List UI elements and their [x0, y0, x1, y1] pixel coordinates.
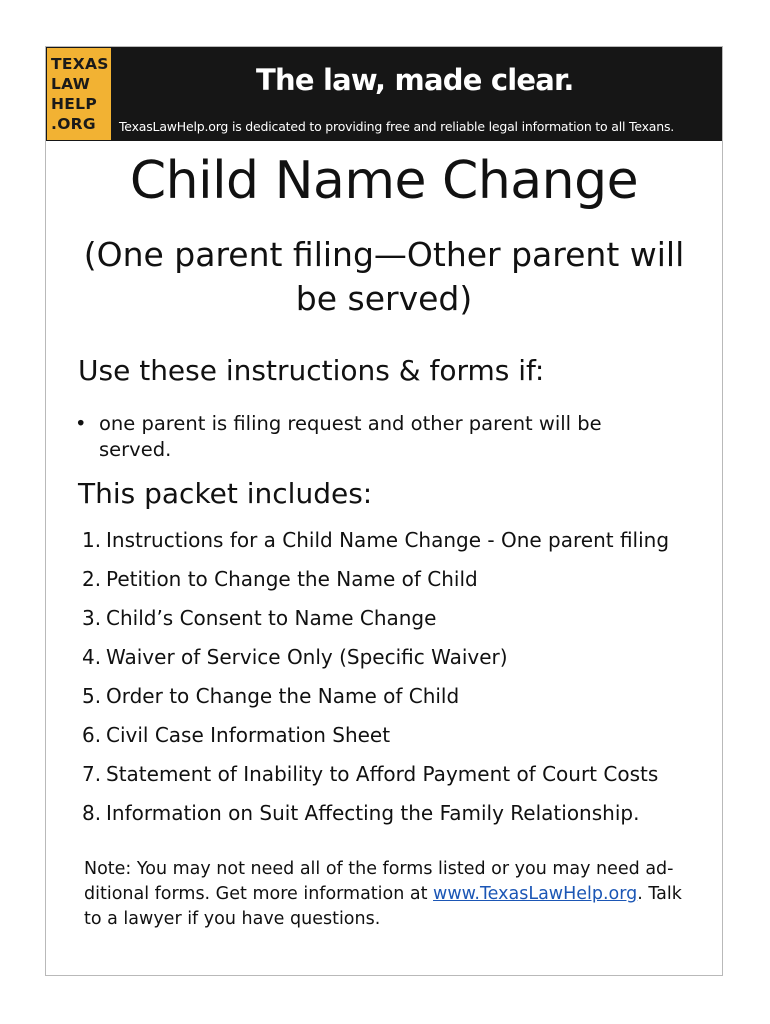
- item-text: Statement of Inability to Afford Payment of Court Costs: [106, 762, 659, 786]
- logo-line: LAW: [51, 75, 91, 93]
- packet-item: [82, 644, 669, 683]
- item-number: 6.: [82, 723, 102, 747]
- use-heading: Use these instructions & forms if:: [78, 354, 545, 387]
- banner-subline: TexasLawHelp.org is dedicated to providing free and reliable legal information to all Texans.: [119, 119, 675, 134]
- conditions-list: [72, 411, 652, 463]
- packet-heading: This packet includes:: [78, 477, 373, 510]
- packet-list: [82, 527, 669, 839]
- item-number: 4.: [82, 645, 102, 669]
- packet-item: [82, 683, 669, 722]
- packet-item: [82, 761, 669, 800]
- item-text: Waiver of Service Only (Specific Waiver): [106, 645, 508, 669]
- item-number: 3.: [82, 606, 102, 630]
- item-text: Information on Suit Affecting the Family Relationship.: [106, 801, 640, 825]
- item-number: 2.: [82, 567, 102, 591]
- note-paragraph: [84, 857, 694, 932]
- banner-tagline: The law, made clear.: [256, 63, 574, 97]
- texaslawhelp-logo[interactable]: [47, 48, 111, 140]
- packet-item: [82, 566, 669, 605]
- item-text: Order to Change the Name of Child: [106, 684, 460, 708]
- item-number: 1.: [82, 528, 102, 552]
- condition-text: one parent is filing request and other parent will be served.: [99, 412, 602, 461]
- note-text-after: . Talk to a lawyer if you have questions.: [84, 884, 682, 929]
- header-banner: [46, 47, 722, 141]
- item-number: 7.: [82, 762, 102, 786]
- logo-line: HELP: [51, 95, 97, 113]
- packet-item: [82, 527, 669, 566]
- item-number: 8.: [82, 801, 102, 825]
- item-number: 5.: [82, 684, 102, 708]
- packet-item: [82, 800, 669, 839]
- page-title: Child Name Change: [129, 151, 639, 211]
- item-text: Civil Case Information Sheet: [106, 723, 391, 747]
- note-text-before: Note: You may not need all of the forms listed or you may need ad-ditional forms. Get more information at: [84, 859, 674, 904]
- item-text: Instructions for a Child Name Change - One parent filing: [106, 528, 670, 552]
- page-subtitle: (One parent filing—Other parent will be served): [83, 235, 685, 318]
- item-text: Child’s Consent to Name Change: [106, 606, 437, 630]
- item-text: Petition to Change the Name of Child: [106, 567, 478, 591]
- packet-item: [82, 605, 669, 644]
- condition-item: [72, 411, 652, 463]
- logo-line: TEXAS: [51, 55, 109, 73]
- texaslawhelp-link[interactable]: www.TexasLawHelp.org: [433, 884, 638, 904]
- document-page: [45, 46, 723, 976]
- logo-line: .ORG: [51, 115, 96, 133]
- bullet-icon: •: [75, 412, 87, 435]
- packet-item: [82, 722, 669, 761]
